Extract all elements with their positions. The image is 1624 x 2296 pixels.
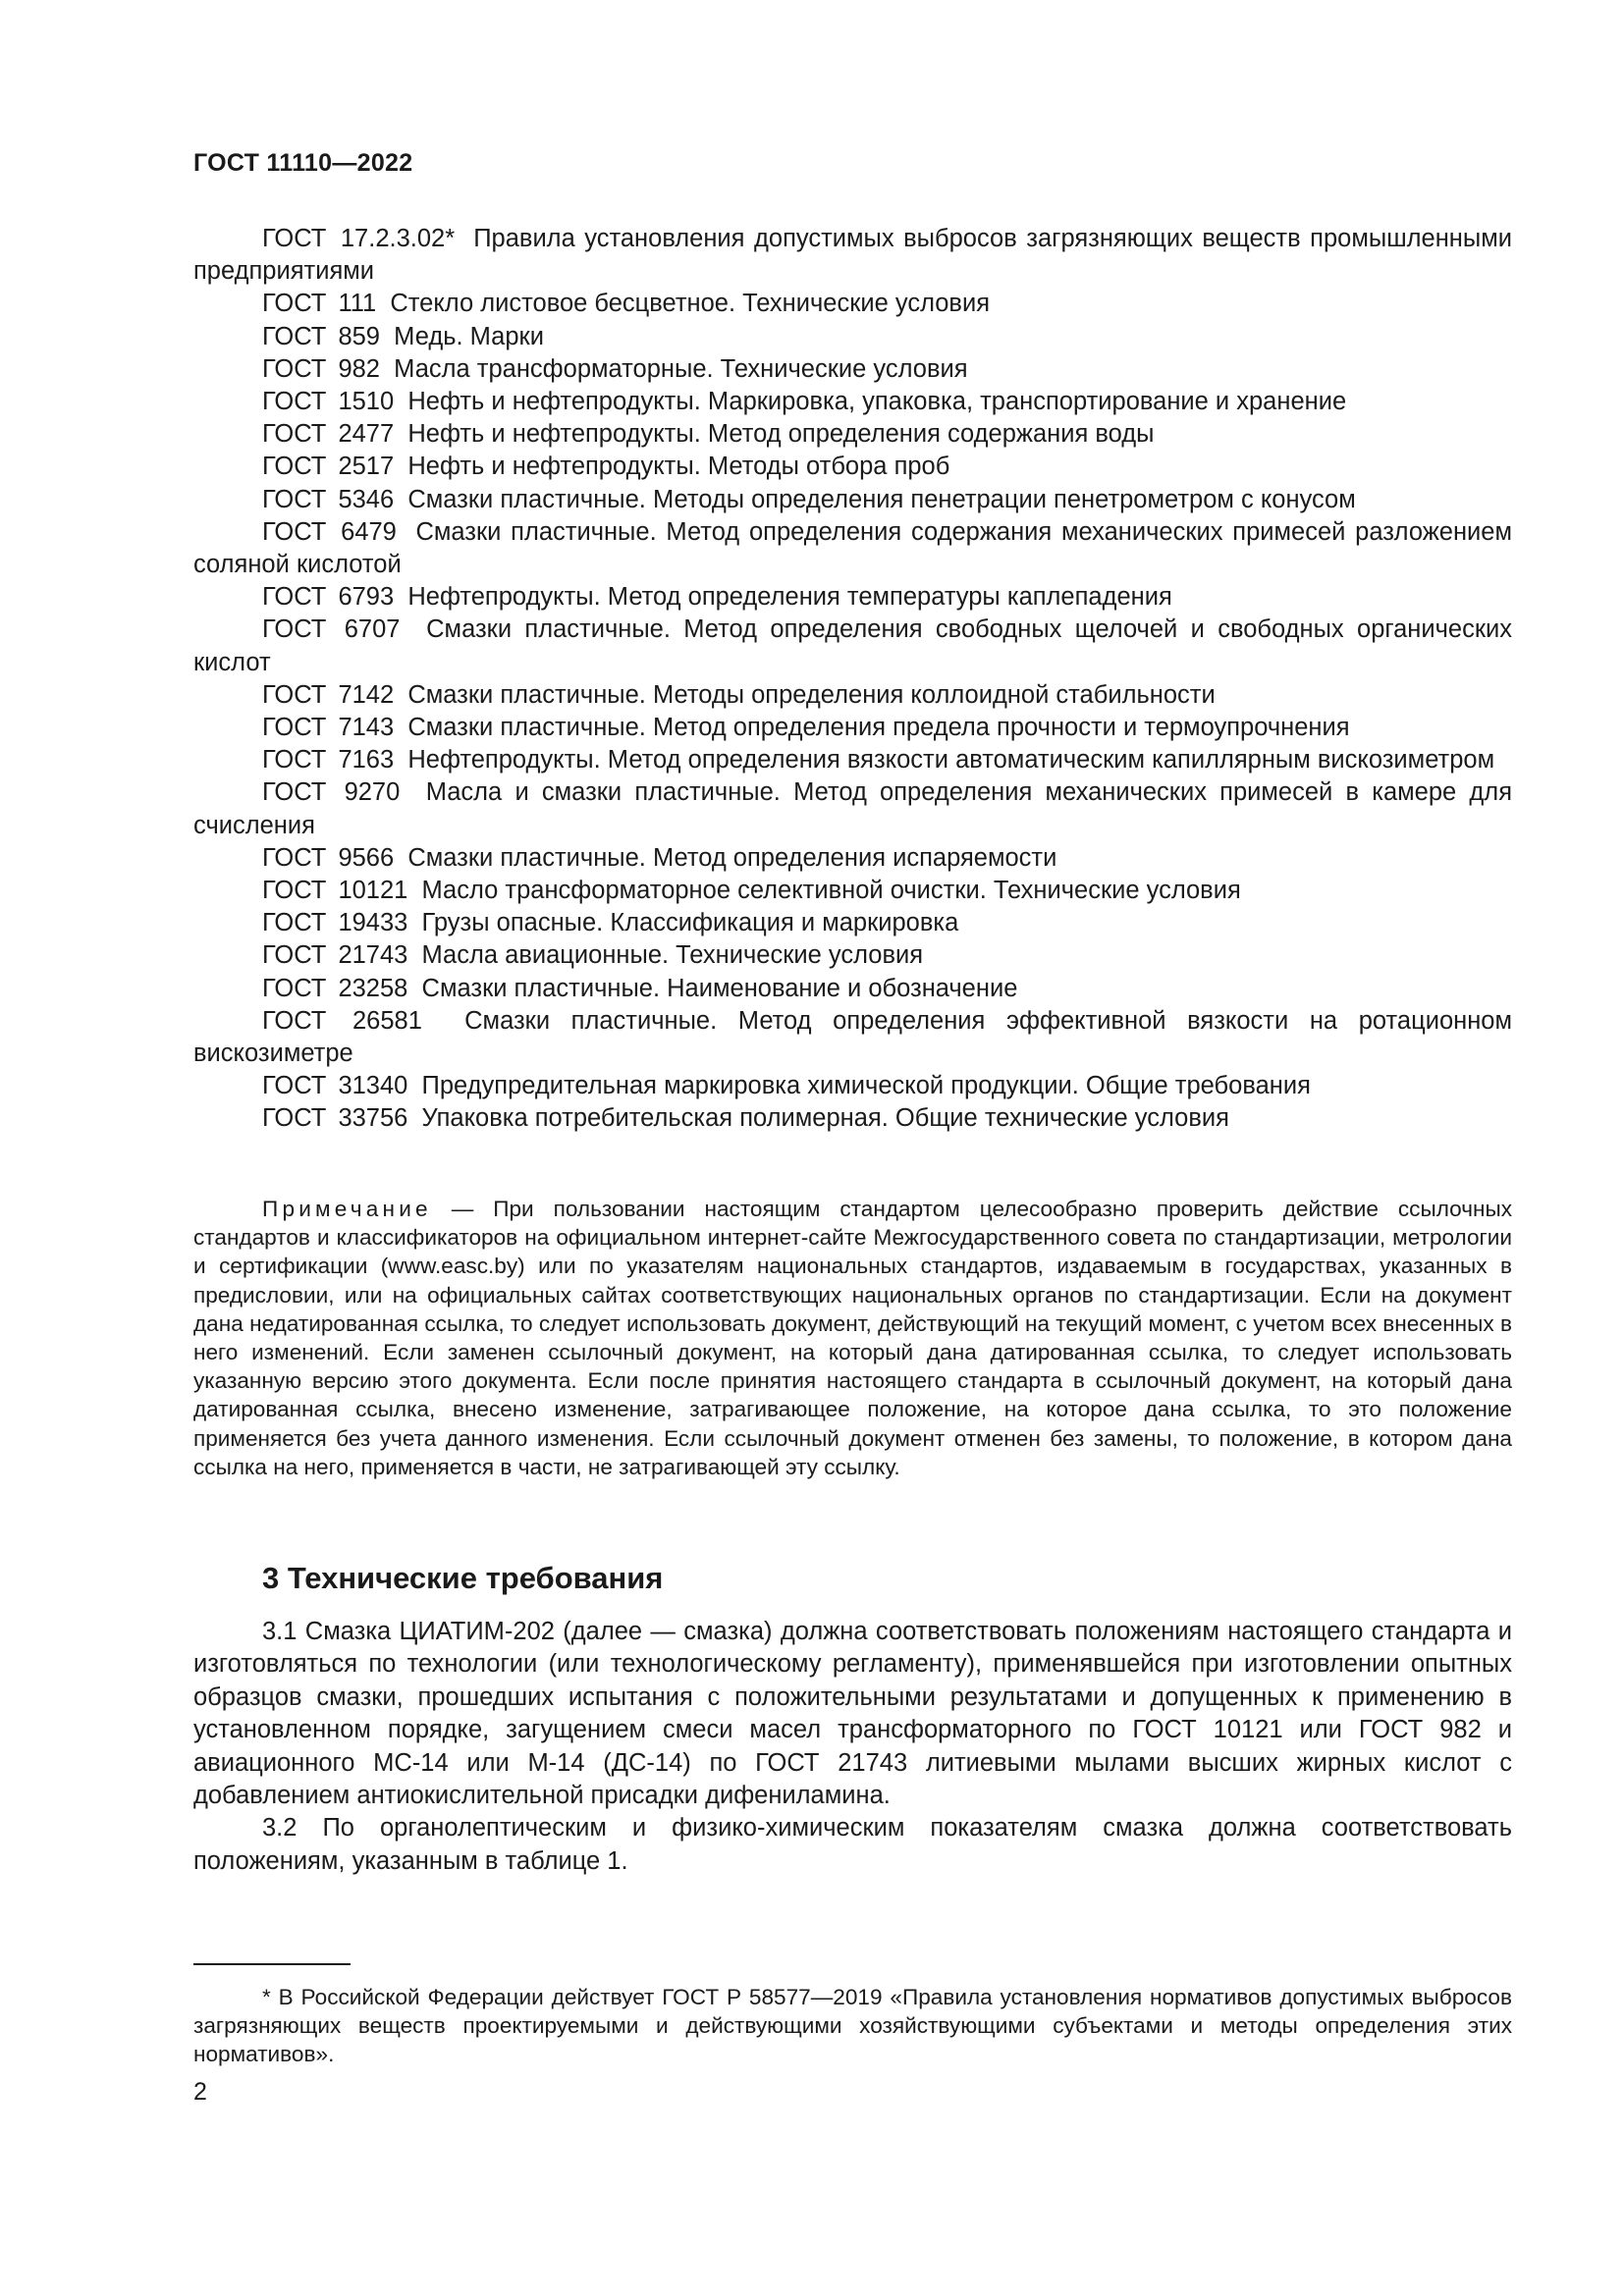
reference-item	[193, 1102, 1512, 1135]
reference-code: ГОСТ 982	[262, 354, 380, 383]
reference-note	[193, 1195, 1512, 1481]
reference-item	[193, 418, 1512, 451]
reference-item	[193, 973, 1512, 1005]
reference-title: Смазки пластичные. Метод определения свободных щелочей и свободных органических кислот	[193, 615, 1513, 676]
reference-item	[193, 353, 1512, 386]
reference-item	[193, 875, 1512, 907]
reference-code: ГОСТ 31340	[262, 1072, 408, 1100]
reference-title: Нефть и нефтепродукты. Метод определения содержания воды	[407, 420, 1155, 449]
reference-title: Нефть и нефтепродукты. Маркировка, упаковка, транспортирование и хранение	[407, 388, 1347, 416]
note-text: — При пользовании настоящим стандартом целесообразно проверить действие ссылочных стандартов и классификаторов на официальном интернет-сайте Межгосударственного совета по стандартизации, метрологии и сертификации (www.easc.by) или по указателям национальных стандартов, издаваемым в государствах, указанных в предисловии, или на официальных сайтах соответствующих национальных органов по стандартизации. Если на документ дана недатированная ссылка, то следует использовать документ, действующий на текущий момент, с учетом всех внесенных в него изменений. Если заменен ссылочный документ, на который дана датированная ссылка, то следует использовать указанную версию этого документа. Если после принятия настоящего стандарта в ссылочный документ, на который дана датированная ссылка, внесено изменение, затрагивающее положение, на которое дана ссылка, то это положение применяется без учета данного изменения. Если ссылочный документ отменен без замены, то положение, в котором дана ссылка на него, применяется в части, не затрагивающей эту ссылку.	[193, 1197, 1513, 1479]
reference-code: ГОСТ 9566	[262, 843, 395, 872]
reference-code: ГОСТ 7163	[262, 746, 395, 774]
reference-item	[193, 907, 1512, 939]
reference-code: ГОСТ 111	[262, 290, 377, 318]
reference-title: Смазки пластичные. Метод определения эффективной вязкости на ротационном вискозиметре	[193, 1006, 1512, 1068]
reference-title: Масла и смазки пластичные. Метод определения механических примесей в камере для счисления	[193, 778, 1512, 839]
reference-item	[193, 516, 1512, 581]
section-body	[193, 1616, 1512, 1878]
section-paragraph: 3.2 По органолептическим и физико-химическим показателям смазка должна соответствовать положениям, указанным в таблице 1.	[193, 1814, 1512, 1875]
reference-code: ГОСТ 9270	[262, 778, 401, 807]
reference-code: ГОСТ 859	[262, 322, 380, 350]
reference-code: ГОСТ 21743	[262, 941, 408, 970]
reference-item	[193, 484, 1512, 516]
note-label: Примечание	[262, 1197, 432, 1221]
reference-item	[193, 614, 1512, 678]
reference-title: Предупредительная маркировка химической продукции. Общие требования	[421, 1072, 1311, 1100]
reference-code: ГОСТ 7142	[262, 680, 395, 709]
reference-title: Масла авиационные. Технические условия	[421, 941, 924, 970]
footnote: * В Российской Федерации действует ГОСТ Р 58577—2019 «Правила установления нормативов допустимых выбросов загрязняющих веществ проектируемыми и действующими хозяйствующими субъектами и методы определения этих нормативов».	[193, 1985, 1512, 2067]
footnote-divider	[193, 1963, 351, 1965]
reference-title: Стекло листовое бесцветное. Технические условия	[390, 290, 991, 318]
reference-title: Грузы опасные. Классификация и маркировка	[421, 909, 959, 937]
reference-title: Смазки пластичные. Методы определения пенетрации пенетрометром с конусом	[407, 485, 1356, 513]
section-paragraph: 3.1 Смазка ЦИАТИМ-202 (далее — смазка) должна соответствовать положениям настоящего стандарта и изготовляться по технологии (или технологическому регламенту), применявшейся при изготовлении опытных образцов смазки, прошедших испытания с положительными результатами и допущенных к применению в установленном порядке, загущением смеси масел трансформаторного по ГОСТ 10121 или ГОСТ 982 и авиационного МС-14 или М-14 (ДС-14) по ГОСТ 21743 литиевыми мылами высших жирных кислот с добавлением антиокислительной присадки дифениламина.	[193, 1618, 1512, 1810]
reference-code: ГОСТ 5346	[262, 485, 395, 513]
reference-item	[193, 939, 1512, 972]
reference-item	[193, 288, 1512, 320]
reference-title: Нефть и нефтепродукты. Методы отбора проб	[407, 453, 950, 481]
page-number: 2	[193, 2078, 207, 2106]
section-title: 3 Технические требования	[262, 1561, 664, 1595]
reference-code: ГОСТ 2477	[262, 420, 395, 449]
reference-code: ГОСТ 6479	[262, 517, 397, 546]
reference-code: ГОСТ 6793	[262, 583, 395, 612]
reference-title: Правила установления допустимых выбросов загрязняющих веществ промышленными предприятиями	[193, 225, 1512, 286]
reference-title: Смазки пластичные. Наименование и обозначение	[421, 974, 1018, 1002]
reference-code: ГОСТ 17.2.3.02*	[262, 225, 456, 252]
reference-item	[193, 679, 1512, 712]
reference-title: Смазки пластичные. Метод определения предела прочности и термоупрочнения	[407, 714, 1350, 742]
reference-title: Упаковка потребительская полимерная. Общие технические условия	[421, 1104, 1229, 1133]
reference-code: ГОСТ 26581	[262, 1006, 422, 1035]
reference-item	[193, 842, 1512, 875]
reference-code: ГОСТ 2517	[262, 453, 395, 481]
reference-title: Смазки пластичные. Методы определения коллоидной стабильности	[407, 680, 1216, 709]
reference-title: Масло трансформаторное селективной очистки. Технические условия	[421, 877, 1241, 905]
reference-code: ГОСТ 10121	[262, 877, 408, 905]
reference-item	[193, 776, 1512, 841]
reference-title: Медь. Марки	[394, 322, 544, 350]
reference-item	[193, 321, 1512, 353]
reference-title: Смазки пластичные. Метод определения испаряемости	[407, 843, 1057, 872]
reference-item	[193, 712, 1512, 744]
reference-item	[193, 451, 1512, 483]
reference-title: Нефтепродукты. Метод определения температуры каплепадения	[407, 583, 1172, 612]
reference-code: ГОСТ 33756	[262, 1104, 408, 1133]
reference-code: ГОСТ 19433	[262, 909, 408, 937]
reference-item	[193, 744, 1512, 776]
reference-item	[193, 1005, 1512, 1070]
reference-title: Смазки пластичные. Метод определения содержания механических примесей разложением соляной кислотой	[193, 517, 1513, 579]
reference-item	[193, 1070, 1512, 1102]
normative-references-list	[193, 223, 1512, 1136]
reference-title: Нефтепродукты. Метод определения вязкости автоматическим капиллярным вискозиметром	[407, 746, 1495, 774]
document-header: ГОСТ 11110—2022	[193, 149, 413, 177]
reference-code: ГОСТ 23258	[262, 974, 408, 1002]
reference-code: ГОСТ 6707	[262, 615, 401, 644]
reference-code: ГОСТ 1510	[262, 388, 395, 416]
reference-item	[193, 581, 1512, 614]
reference-title: Масла трансформаторные. Технические условия	[394, 354, 968, 383]
reference-item	[193, 386, 1512, 418]
reference-code: ГОСТ 7143	[262, 714, 395, 742]
reference-item	[193, 223, 1512, 288]
